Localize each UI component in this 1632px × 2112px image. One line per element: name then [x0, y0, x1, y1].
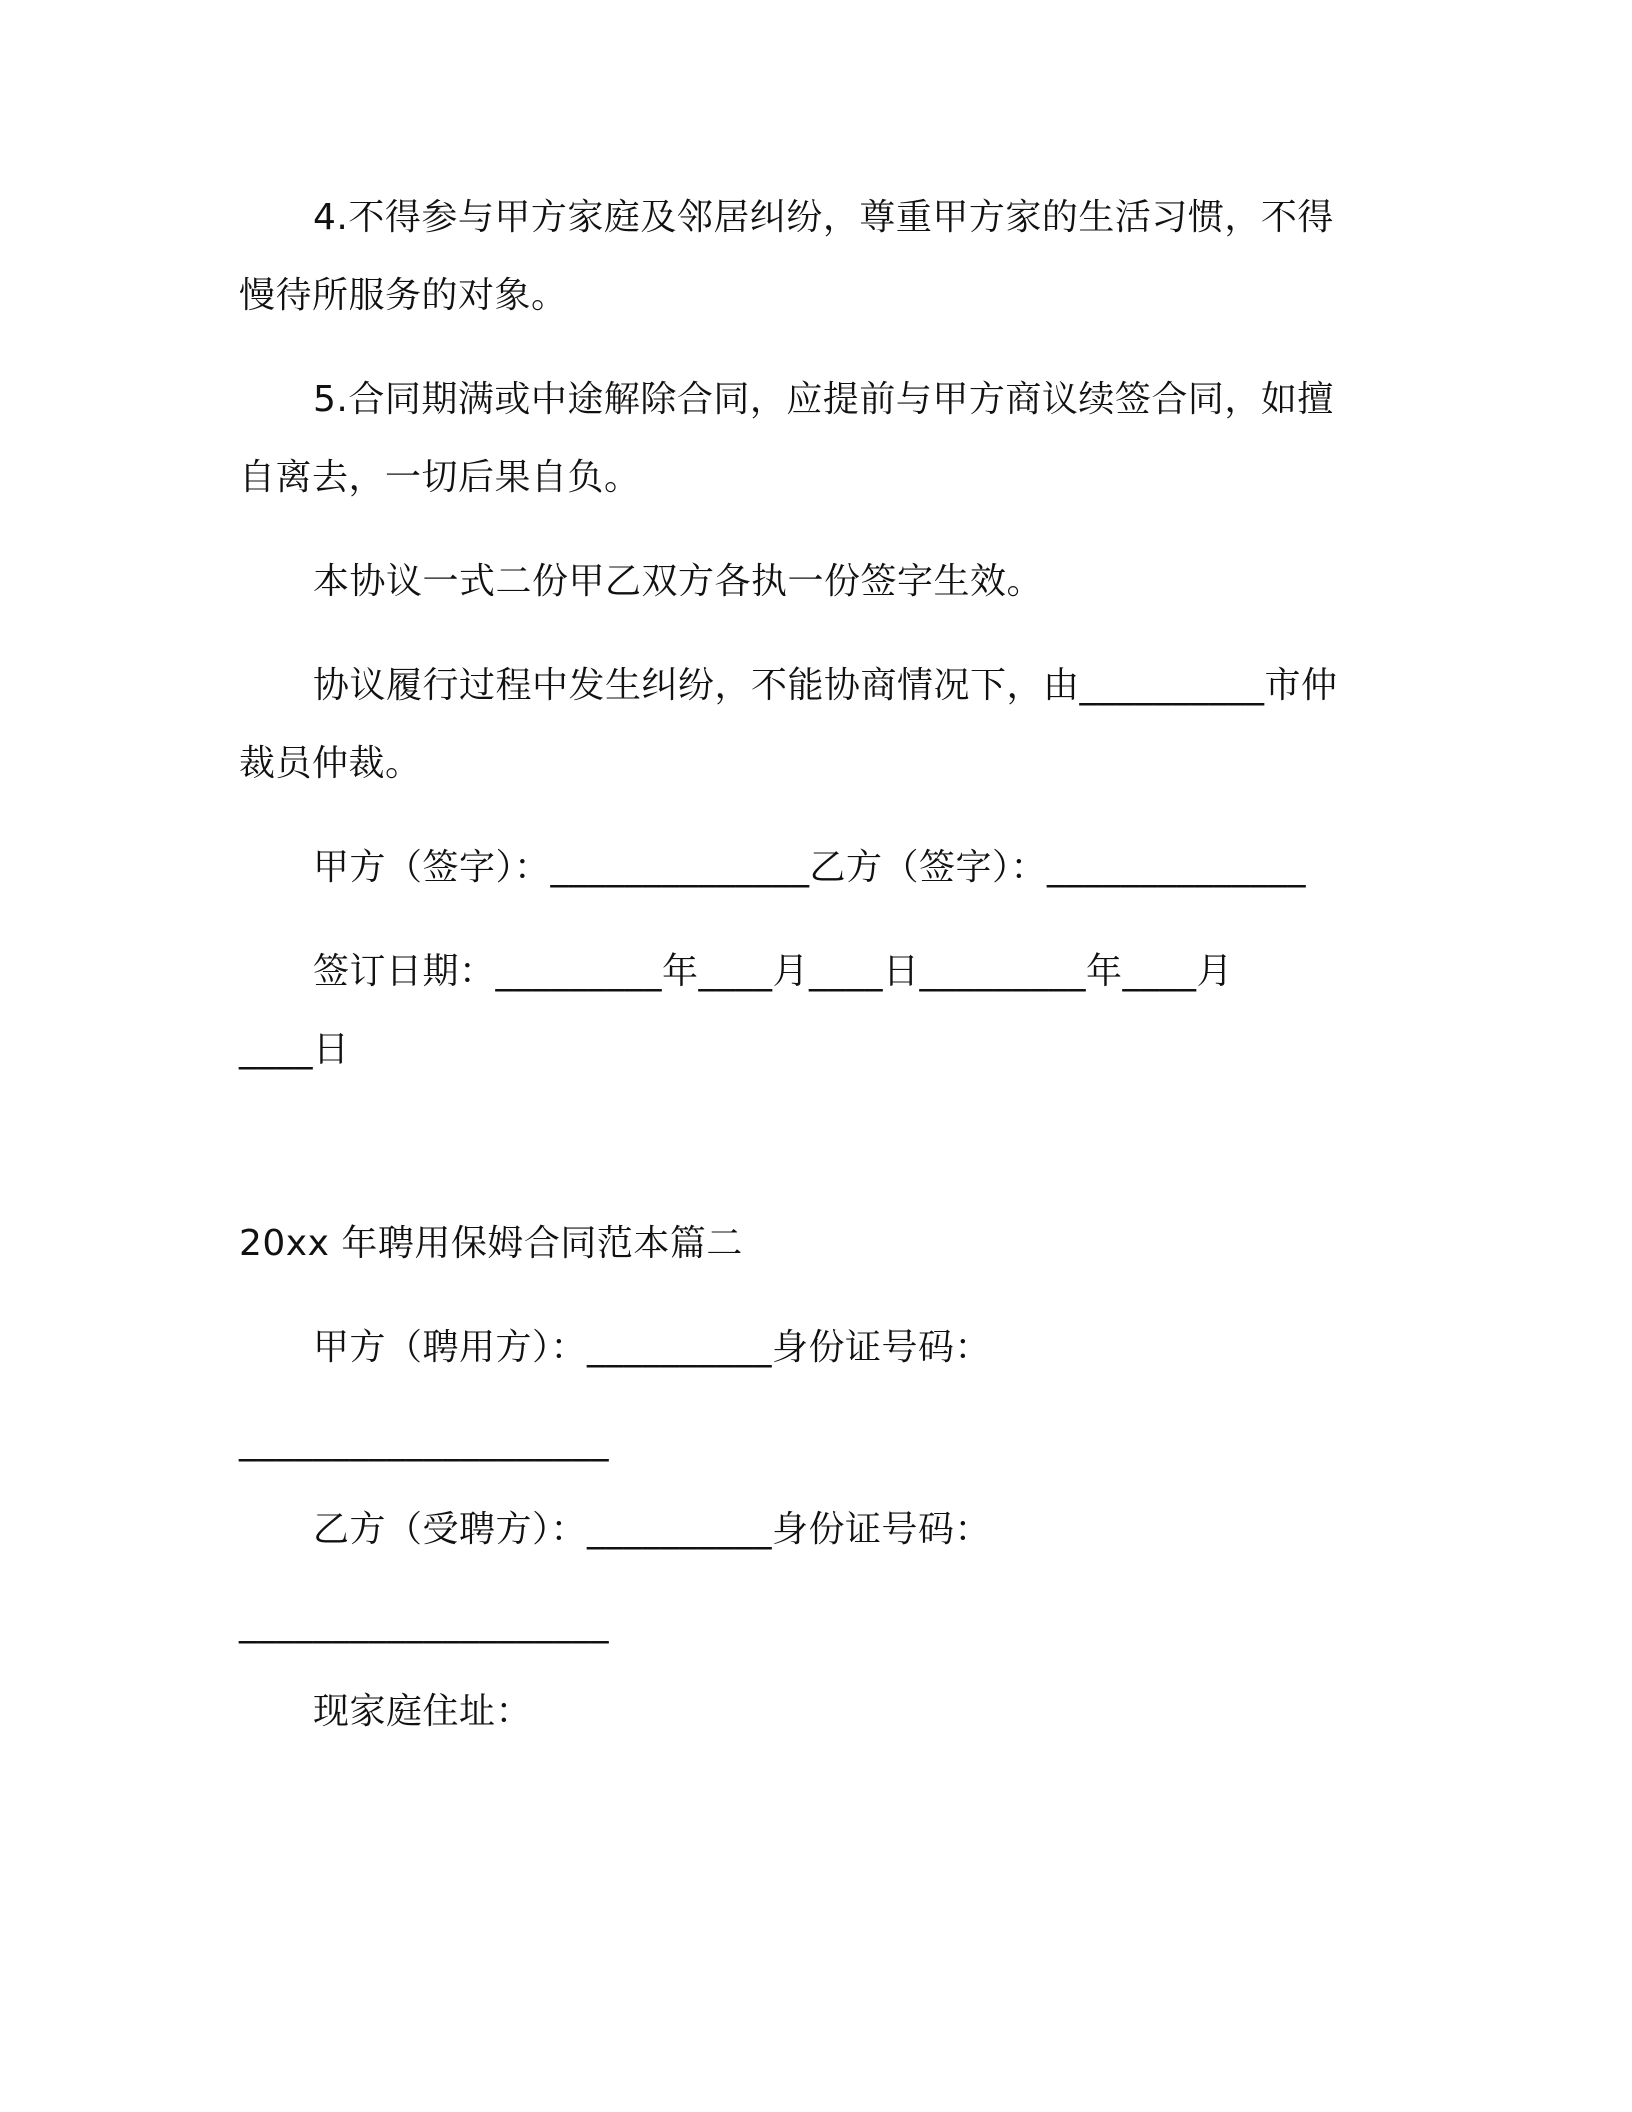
party-b-line: 乙方（受聘方）：__________身份证号码：	[313, 1509, 992, 1550]
clause-4-line-2: 慢待所服务的对象。	[239, 275, 568, 316]
dispute-line-1: 协议履行过程中发生纠纷，不能协商情况下，由__________市仲	[313, 665, 1338, 706]
party-a-id-blank: ____________________	[239, 1421, 609, 1462]
clause-5-line-1: 5.合同期满或中途解除合同，应提前与甲方商议续签合同，如擅	[313, 379, 1334, 420]
clause-4-line-1: 4.不得参与甲方家庭及邻居纠纷，尊重甲方家的生活习惯，不得	[313, 197, 1334, 238]
sign-date-line-1: 签订日期：_________年____月____日_________年____月	[313, 951, 1234, 992]
section-title: 20xx 年聘用保姆合同范本篇二	[239, 1223, 743, 1264]
home-address-label: 现家庭住址：	[313, 1691, 533, 1732]
party-b-id-blank: ____________________	[239, 1603, 609, 1644]
signature-line: 甲方（签字）：______________乙方（签字）：______________	[313, 847, 1307, 888]
copies-statement: 本协议一式二份甲乙双方各执一份签字生效。	[313, 561, 1044, 602]
sign-date-line-2: ____日	[239, 1029, 350, 1070]
clause-5-line-2: 自离去，一切后果自负。	[239, 457, 641, 498]
dispute-line-2: 裁员仲裁。	[239, 743, 422, 784]
party-a-line: 甲方（聘用方）：__________身份证号码：	[313, 1327, 992, 1368]
